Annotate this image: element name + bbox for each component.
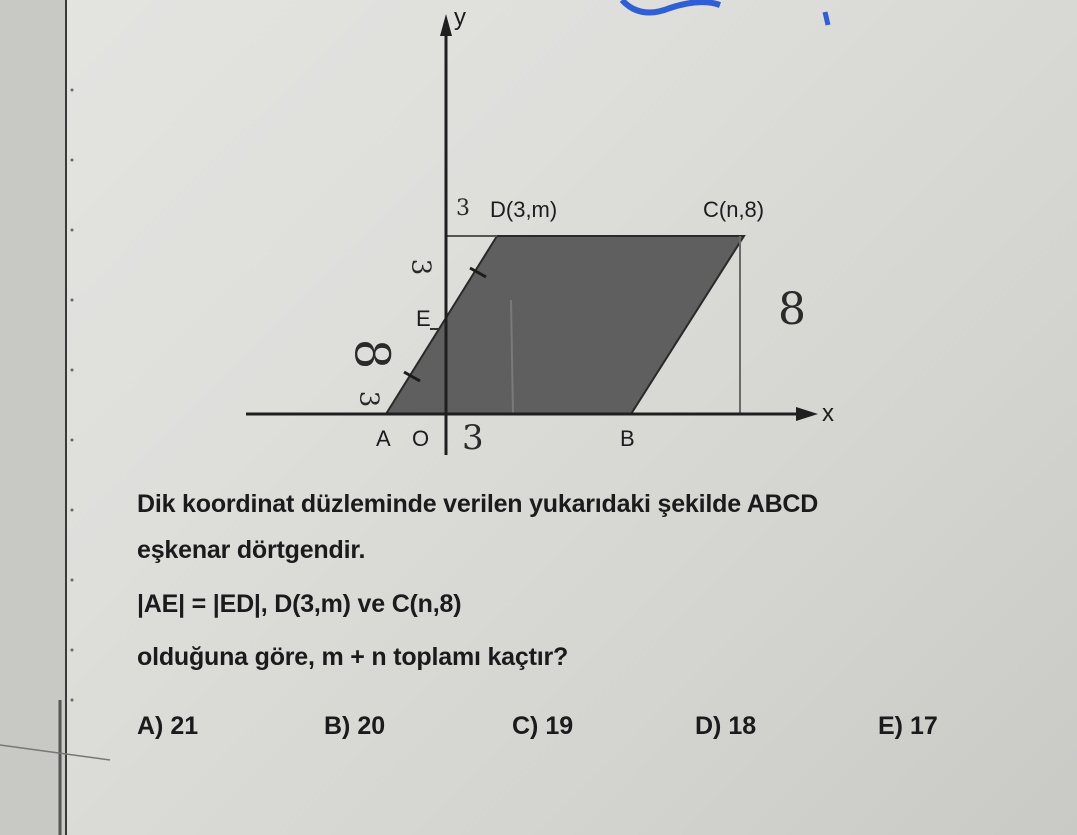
choice-e[interactable]: E) 17 bbox=[878, 712, 938, 740]
choice-a[interactable]: A) 21 bbox=[137, 712, 199, 740]
question-line-4: olduğuna göre, m + n toplamı kaçtır? bbox=[137, 643, 569, 671]
rhombus-abcd bbox=[386, 236, 744, 414]
handwritten-three-on-ae: 3 bbox=[353, 390, 384, 408]
handwritten-eight-right: 8 bbox=[778, 284, 806, 335]
x-axis-arrow bbox=[796, 407, 818, 421]
handwritten-three-near-d: 3 bbox=[456, 196, 470, 221]
point-d-label: D(3,m) bbox=[490, 197, 558, 222]
handwritten-three-on-ed: 3 bbox=[405, 258, 436, 276]
point-e-label: E bbox=[416, 306, 431, 331]
question-line-1: Dik koordinat düzleminde verilen yukarıdaki şekilde ABCD bbox=[137, 490, 819, 518]
question-line-2: eşkenar dörtgendir. bbox=[137, 536, 366, 564]
handwritten-eight-left: 8 bbox=[343, 338, 400, 370]
blue-scribble bbox=[622, 0, 720, 13]
handwritten-three-at-x: 3 bbox=[462, 418, 484, 458]
y-axis-label: y bbox=[454, 4, 466, 31]
choice-c[interactable]: C) 19 bbox=[512, 712, 574, 740]
choice-b[interactable]: B) 20 bbox=[324, 712, 386, 740]
point-a-label: A bbox=[376, 426, 391, 451]
left-page-edge bbox=[0, 0, 66, 835]
y-axis-arrow bbox=[440, 14, 452, 36]
x-axis-label: x bbox=[822, 400, 834, 427]
point-c-label: C(n,8) bbox=[703, 197, 765, 222]
question-line-3: |AE| = |ED|, D(3,m) ve C(n,8) bbox=[137, 590, 462, 618]
blue-dash bbox=[825, 12, 828, 25]
choice-d[interactable]: D) 18 bbox=[695, 712, 757, 740]
point-b-label: B bbox=[620, 426, 635, 451]
margin-dots bbox=[71, 89, 74, 702]
point-o-label: O bbox=[412, 426, 430, 451]
